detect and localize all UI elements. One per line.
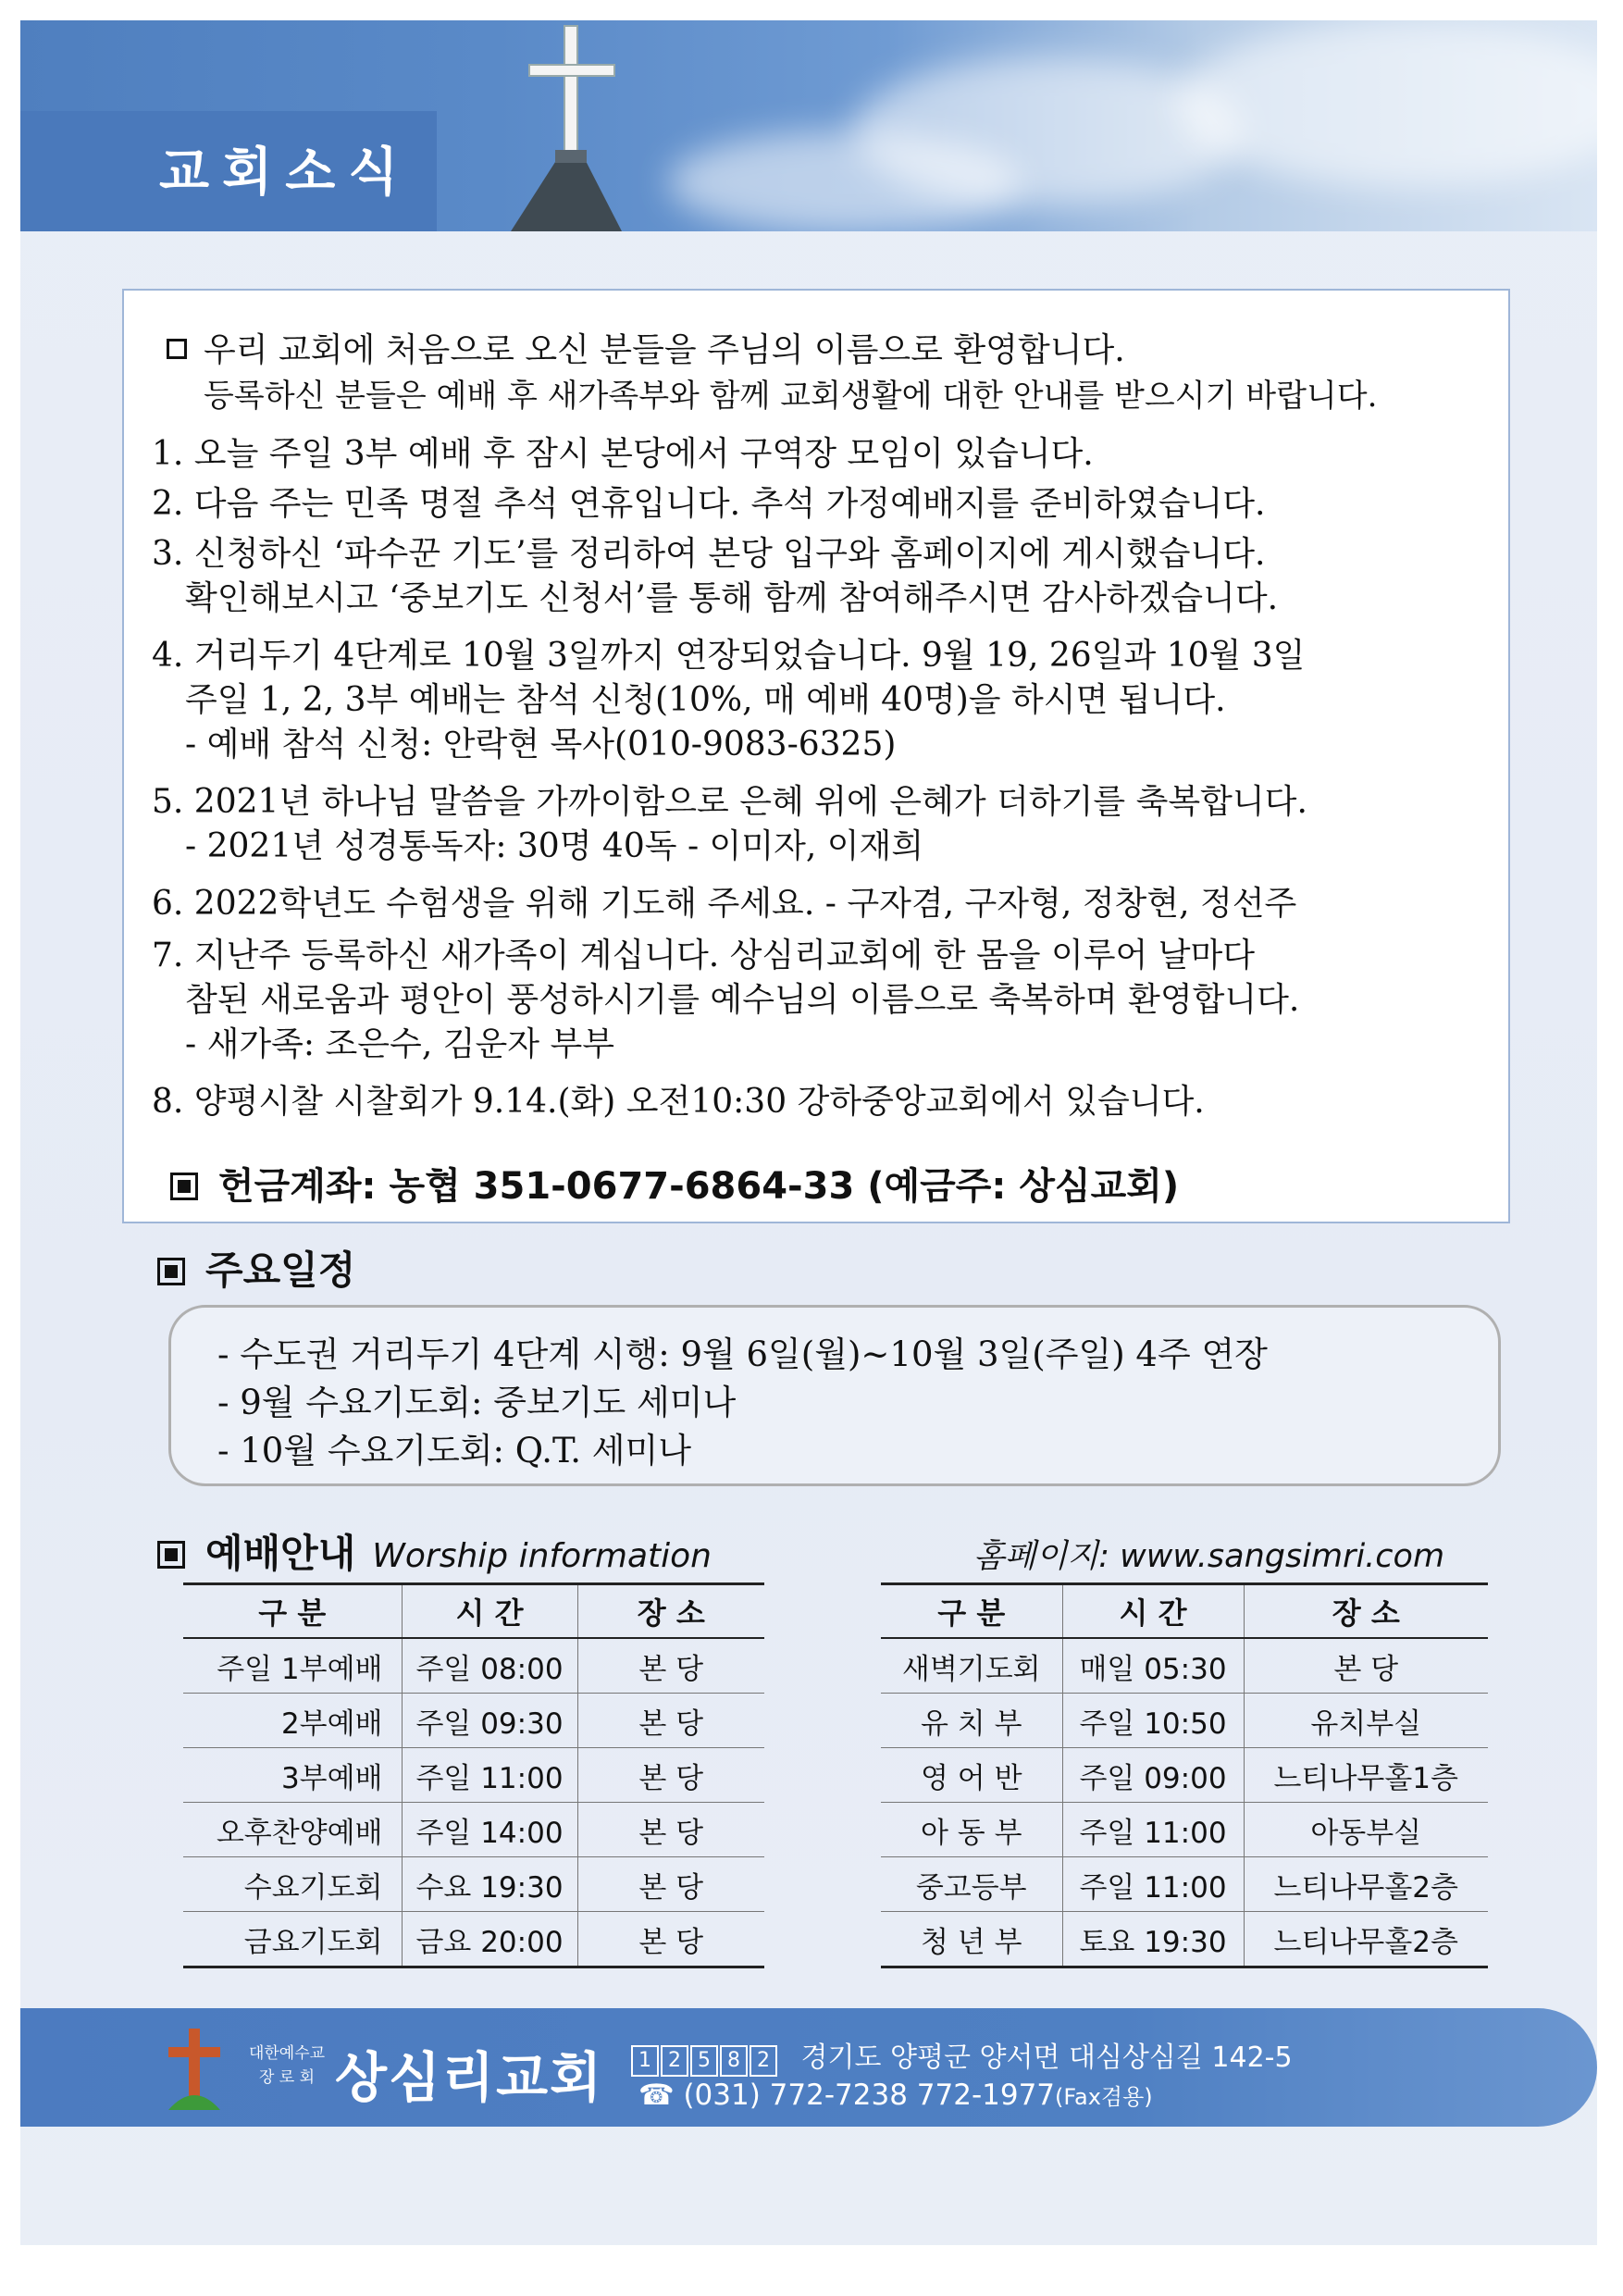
service-name: 오후찬양예배 <box>183 1803 402 1857</box>
worship-subtitle: Worship information <box>372 1537 712 1575</box>
zip-digit: 8 <box>720 2045 748 2077</box>
dept-time: 토요 19:30 <box>1062 1912 1244 1967</box>
service-time: 금요 20:00 <box>402 1912 577 1967</box>
table-row <box>183 1638 764 1694</box>
notice-item-5: 5. 2021년 하나님 말씀을 가까이함으로 은혜 위에 은혜가 더하기를 축복합니다. <box>152 783 1307 821</box>
zip-digit: 2 <box>750 2045 777 2077</box>
table-row <box>881 1912 1488 1967</box>
col-header-place: 장 소 <box>577 1584 764 1639</box>
worship-heading: 예배안내 Worship information <box>157 1523 712 1579</box>
table-row <box>881 1694 1488 1748</box>
intro-line: 등록하신 분들은 예배 후 새가족부와 함께 교회생활에 대한 안내를 받으시기 바랍니다. <box>204 378 1378 415</box>
col-header-category: 구 분 <box>881 1584 1062 1639</box>
col-header-place: 장 소 <box>1244 1584 1488 1639</box>
church-name: 상심리교회 <box>335 2046 604 2109</box>
dept-name: 중고등부 <box>881 1857 1062 1912</box>
table-row <box>881 1638 1488 1694</box>
dept-place: 느티나무홀2층 <box>1244 1857 1488 1912</box>
notice-item-2: 2. 다음 주는 민족 명절 추석 연휴입니다. 추석 가정예배지를 준비하였습니다. <box>152 485 1266 523</box>
schedule-line: - 10월 수요기도회: Q.T. 세미나 <box>217 1431 692 1471</box>
service-place: 본 당 <box>577 1803 764 1857</box>
table-row <box>183 1803 764 1857</box>
schedule-line: - 9월 수요기도회: 중보기도 세미나 <box>217 1383 737 1422</box>
notice-item-7: 7. 지난주 등록하신 새가족이 계십니다. 상심리교회에 한 몸을 이루어 날마다 <box>152 937 1256 974</box>
service-name: 2부예배 <box>183 1694 402 1748</box>
table-row <box>881 1748 1488 1803</box>
dept-place: 본 당 <box>1244 1638 1488 1694</box>
table-row <box>183 1912 764 1967</box>
worship-table-left <box>183 1582 764 1968</box>
fax-note: (Fax겸용) <box>1055 2084 1153 2110</box>
filled-square-icon <box>170 1173 198 1200</box>
homepage-link[interactable]: 홈페이지: www.sangsimri.com <box>973 1538 1445 1575</box>
col-header-time: 시 간 <box>402 1584 577 1639</box>
service-place: 본 당 <box>577 1912 764 1967</box>
dept-name: 청 년 부 <box>881 1912 1062 1967</box>
intro-line: 우리 교회에 처음으로 오신 분들을 주님의 이름으로 환영합니다. <box>167 324 1125 371</box>
schedule-heading: 주요일정 <box>157 1240 355 1296</box>
dept-place: 유치부실 <box>1244 1694 1488 1748</box>
service-name: 금요기도회 <box>183 1912 402 1967</box>
page-title: 교회소식 <box>159 143 412 203</box>
service-name: 주일 1부예배 <box>183 1638 402 1694</box>
table-header-row <box>183 1584 764 1639</box>
col-header-time: 시 간 <box>1062 1584 1244 1639</box>
zip-digit: 5 <box>690 2045 718 2077</box>
dept-name: 새벽기도회 <box>881 1638 1062 1694</box>
worship-table-right <box>881 1582 1488 1968</box>
dept-name: 유 치 부 <box>881 1694 1062 1748</box>
notice-item-7-cont: 참된 새로움과 평안이 풍성하시기를 예수님의 이름으로 축복하며 환영합니다. <box>185 981 1300 1019</box>
dept-time: 주일 10:50 <box>1062 1694 1244 1748</box>
filled-square-icon <box>157 1258 185 1285</box>
offering-account: 헌금계좌: 농협 351-0677-6864-33 (예금주: 상심교회) <box>170 1157 1179 1210</box>
church-cross-icon <box>511 20 696 231</box>
notice-item-4: 4. 거리두기 4단계로 10월 3일까지 연장되었습니다. 9월 19, 26일과 10월 3일 <box>152 637 1306 675</box>
zip-digit: 1 <box>631 2045 659 2077</box>
denomination-label: 대한예수교 장 로 회 <box>248 2044 326 2087</box>
notice-item-4-sub: - 예배 참석 신청: 안락현 목사(010-9083-6325) <box>185 726 897 763</box>
schedule-line: - 수도권 거리두기 4단계 시행: 9월 6일(월)~10월 3일(주일) 4주 연장 <box>217 1334 1268 1374</box>
church-logo-icon <box>159 2025 229 2114</box>
church-phone: ☎ (031) 772-7238 772-1977(Fax겸용) <box>638 2079 1153 2112</box>
dept-place: 아동부실 <box>1244 1803 1488 1857</box>
notice-item-1: 1. 오늘 주일 3부 예배 후 잠시 본당에서 구역장 모임이 있습니다. <box>152 435 1094 473</box>
table-row <box>881 1803 1488 1857</box>
notice-item-8: 8. 양평시찰 시찰회가 9.14.(화) 오전10:30 강하중앙교회에서 있습니다. <box>152 1083 1205 1121</box>
notice-box <box>122 289 1510 1223</box>
service-time: 주일 08:00 <box>402 1638 577 1694</box>
notice-item-3: 3. 신청하신 ‘파수꾼 기도’를 정리하여 본당 입구와 홈페이지에 게시했습니다. <box>152 535 1266 573</box>
service-time: 수요 19:30 <box>402 1857 577 1912</box>
table-row <box>183 1748 764 1803</box>
zip-digit: 2 <box>661 2045 688 2077</box>
dept-place: 느티나무홀2층 <box>1244 1912 1488 1967</box>
dept-time: 매일 05:30 <box>1062 1638 1244 1694</box>
table-header-row <box>881 1584 1488 1639</box>
dept-name: 아 동 부 <box>881 1803 1062 1857</box>
dept-place: 느티나무홀1층 <box>1244 1748 1488 1803</box>
notice-item-3-cont: 확인해보시고 ‘중보기도 신청서’를 통해 함께 참여해주시면 감사하겠습니다. <box>185 579 1279 617</box>
service-time: 주일 09:30 <box>402 1694 577 1748</box>
checkbox-bullet-icon <box>167 339 187 359</box>
service-time: 주일 11:00 <box>402 1748 577 1803</box>
notice-item-4-cont: 주일 1, 2, 3부 예배는 참석 신청(10%, 매 예배 40명)을 하시면 됩니다. <box>185 681 1226 719</box>
service-time: 주일 14:00 <box>402 1803 577 1857</box>
table-row <box>881 1857 1488 1912</box>
table-row <box>183 1857 764 1912</box>
church-address <box>631 2034 1293 2077</box>
bulletin-page <box>20 20 1597 2245</box>
service-place: 본 당 <box>577 1694 764 1748</box>
dept-time: 주일 11:00 <box>1062 1803 1244 1857</box>
notice-item-7-sub: - 새가족: 조은수, 김운자 부부 <box>185 1025 615 1063</box>
service-name: 3부예배 <box>183 1748 402 1803</box>
service-place: 본 당 <box>577 1638 764 1694</box>
dept-name: 영 어 반 <box>881 1748 1062 1803</box>
schedule-box <box>168 1305 1501 1486</box>
col-header-category: 구 분 <box>183 1584 402 1639</box>
notice-item-5-sub: - 2021년 성경통독자: 30명 40독 - 이미자, 이재희 <box>185 827 924 865</box>
filled-square-icon <box>157 1541 185 1569</box>
service-place: 본 당 <box>577 1748 764 1803</box>
address-text: 경기도 양평군 양서면 대심상심길 142-5 <box>800 2042 1293 2074</box>
dept-time: 주일 09:00 <box>1062 1748 1244 1803</box>
service-name: 수요기도회 <box>183 1857 402 1912</box>
table-row <box>183 1694 764 1748</box>
service-place: 본 당 <box>577 1857 764 1912</box>
header-banner <box>20 20 1597 231</box>
footer-banner <box>20 2008 1597 2127</box>
dept-time: 주일 11:00 <box>1062 1857 1244 1912</box>
notice-item-6: 6. 2022학년도 수험생을 위해 기도해 주세요. - 구자겸, 구자형, 정창현, 정선주 <box>152 885 1297 923</box>
